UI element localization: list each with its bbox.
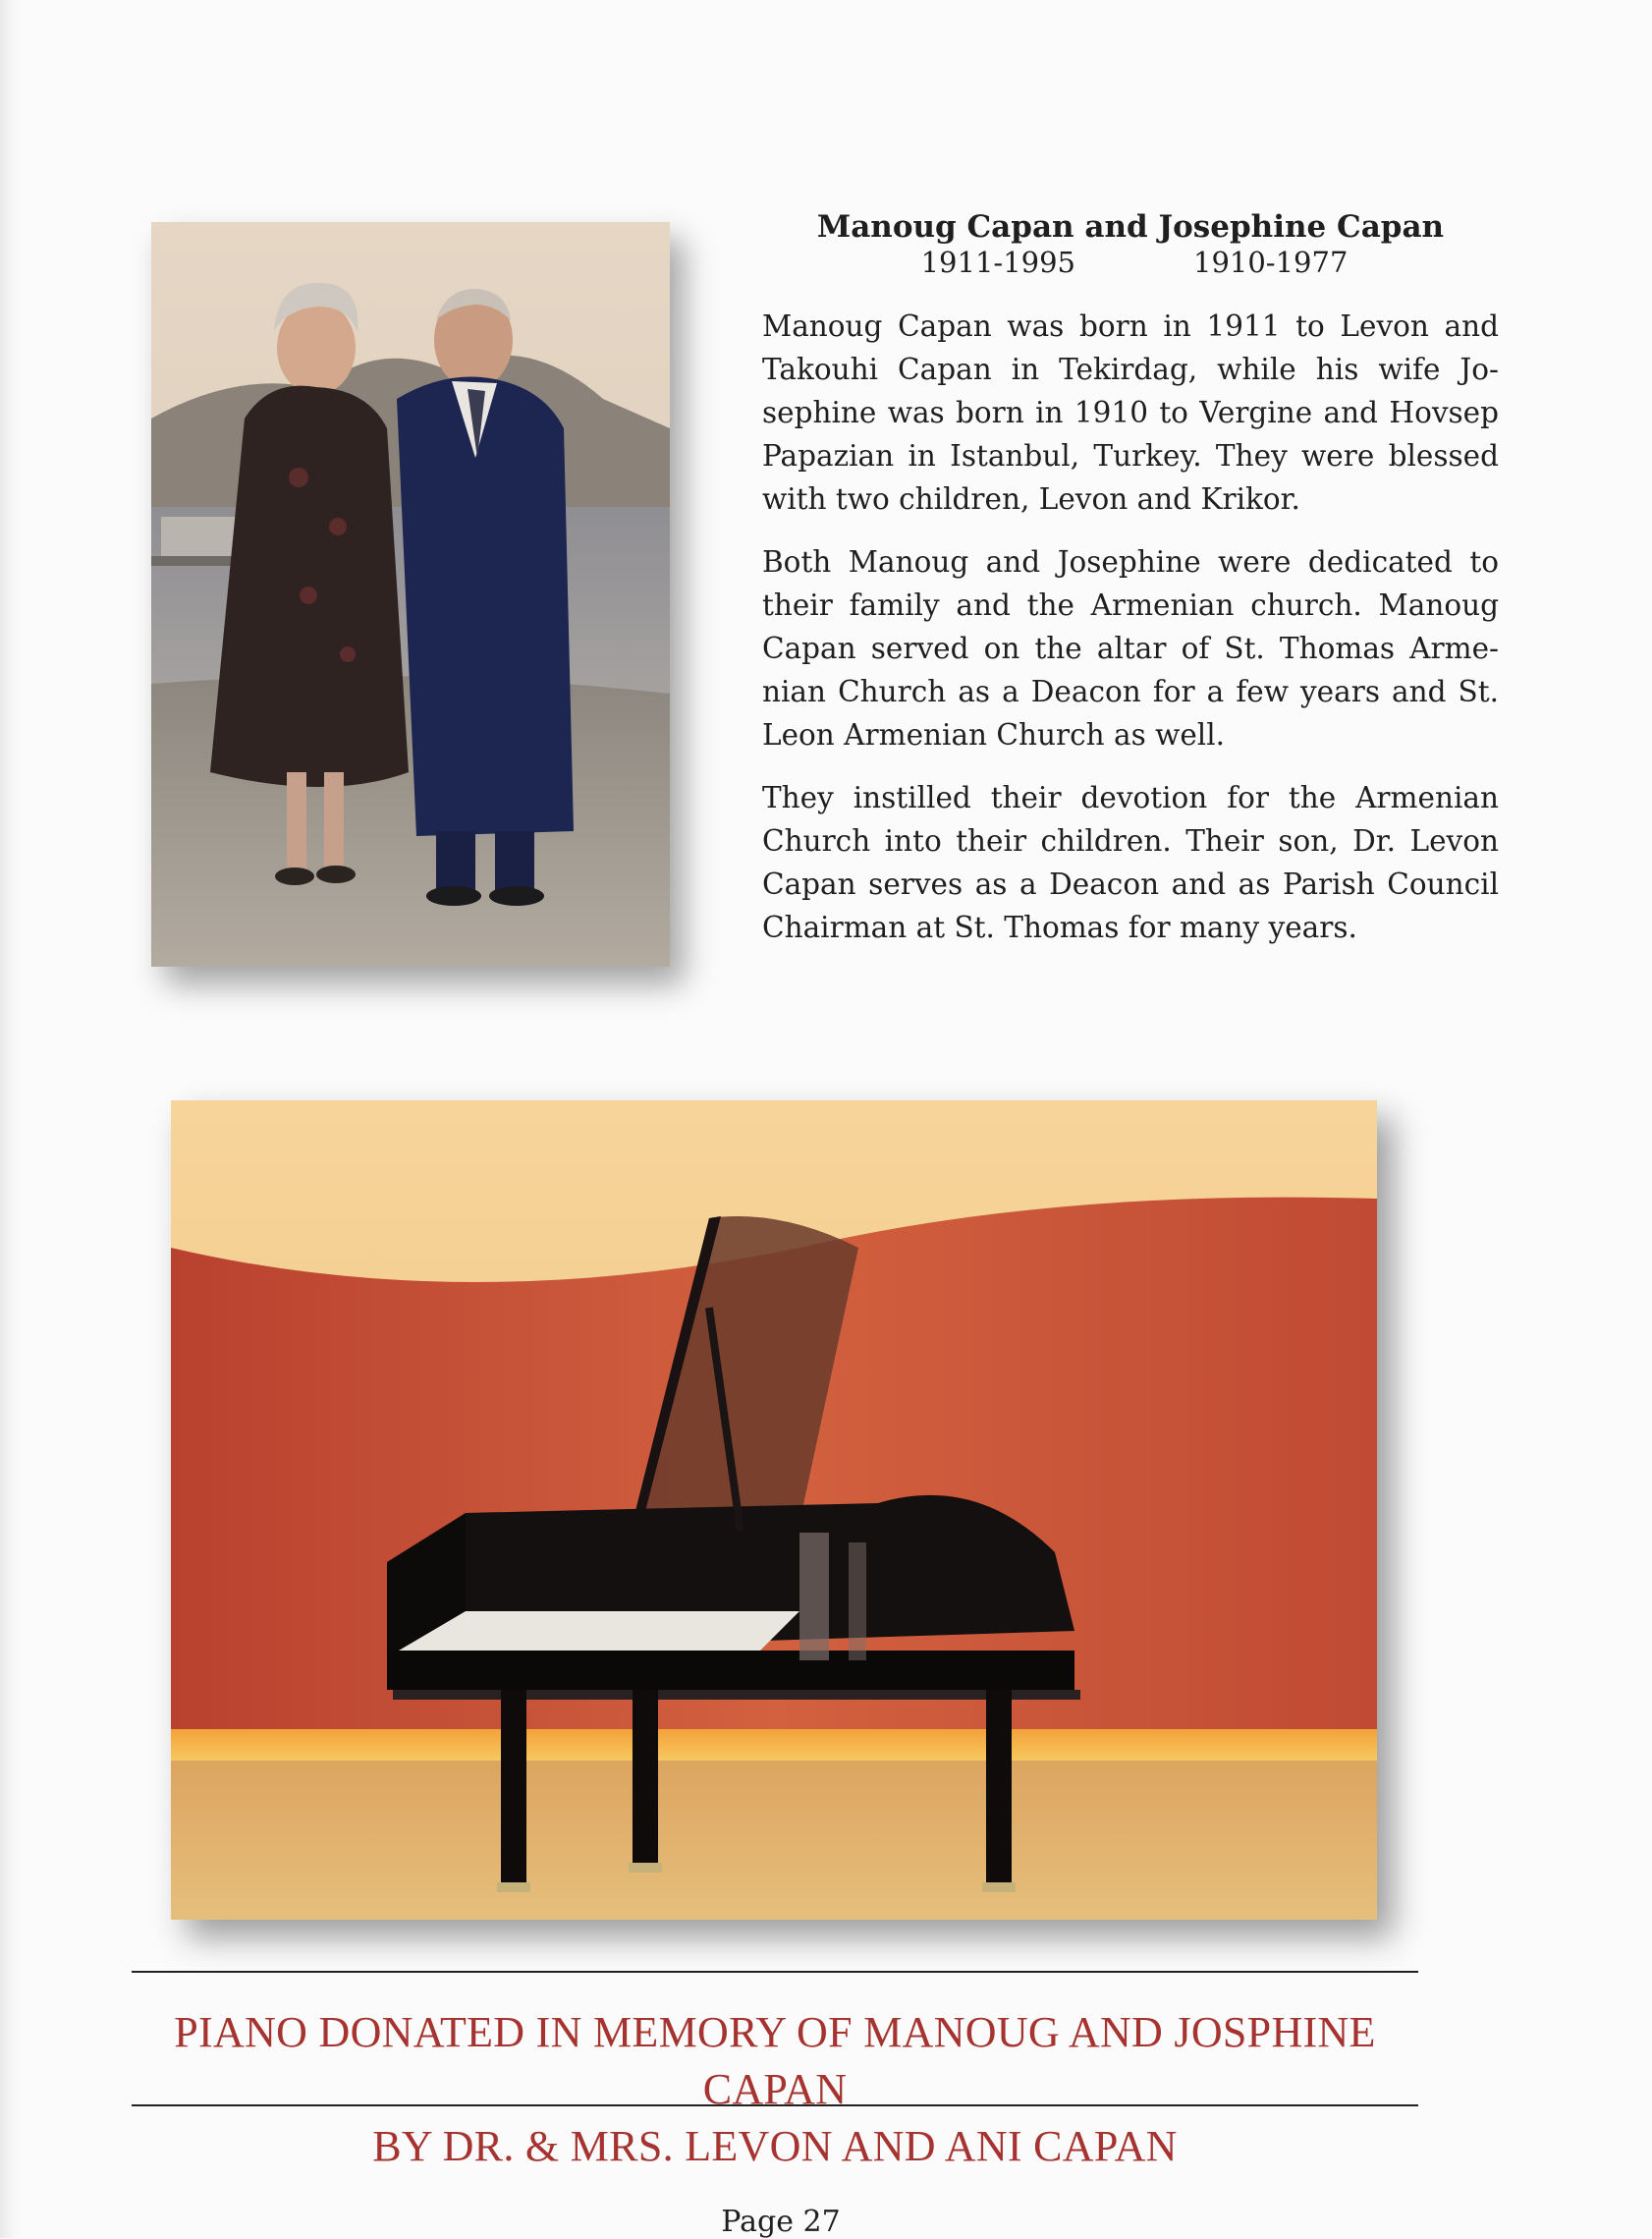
page-number: Page 27 [721,2205,841,2239]
dates-manoug: 1911-1995 [920,246,1075,279]
caption-line-2: BY DR. & MRS. LEVON AND ANI CAPAN [372,2122,1178,2170]
biography-text [762,208,1499,969]
piano-photo [171,1100,1377,1920]
portrait-illustration [151,222,670,967]
bottom-divider [132,2104,1418,2106]
top-divider [132,1971,1418,1973]
dates-josephine: 1910-1977 [1193,246,1349,279]
caption-line-1: PIANO DONATED IN MEMORY OF MANOUG AND JOSPHINE CAPAN [174,2008,1376,2113]
names-heading: Manoug Capan and Josephine Capan [816,209,1445,245]
piano-illustration [171,1100,1377,1920]
donation-caption [132,2004,1418,2175]
paragraph: Both Manoug and Josephine were dedicated to their family and the Armenian church. Manoug Capan served on the altar of St. Thomas Armenian Church as a Deacon for a few years and St. Leon Armenian Church as well. [762,545,1499,752]
paragraph: They instilled their devotion for the Armenian Church into their children. Their son, Dr. Levon Capan serves as a Deacon and as Parish Council Chairman at St. Thomas for many years. [762,781,1499,944]
page-edge [0,0,22,2238]
paragraph: Manoug Capan was born in 1911 to Levon and Takouhi Capan in Tekirdag, while his wife Josephine was born in 1910 to Vergine and Hovsep Papazian in Istanbul, Turkey. They were blessed with two children, Levon and Krikor. [762,309,1499,516]
portrait-photo [151,222,670,967]
life-dates [762,246,1499,279]
